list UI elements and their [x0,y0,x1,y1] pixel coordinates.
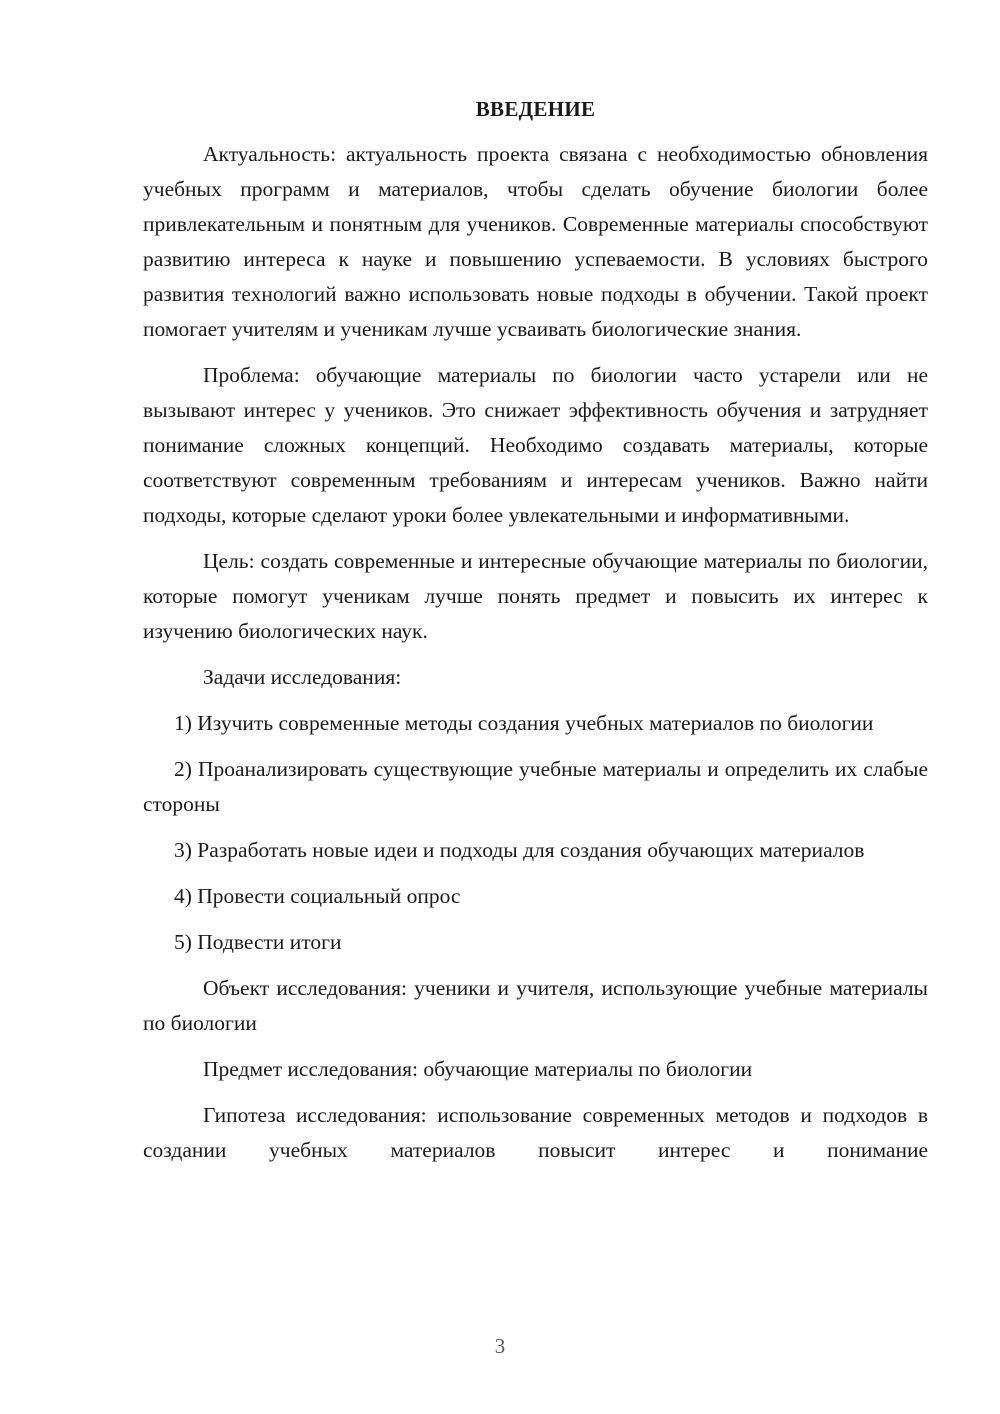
document-page [143,92,928,1179]
research-object-paragraph: Объект исследования: ученики и учителя, использующие учебные материалы по биологии [143,976,928,1035]
task-item-4: 4) Провести социальный опрос [174,884,461,908]
task-item-1: 1) Изучить современные методы создания учебных материалов по биологии [174,711,874,735]
tasks-heading: Задачи исследования: [203,665,402,689]
page-number: 3 [494,1334,506,1358]
research-subject-paragraph: Предмет исследования: обучающие материалы по биологии [203,1057,753,1081]
task-item-2: 2) Проанализировать существующие учебные материалы и определить их слабые стороны [143,757,928,816]
goal-paragraph: Цель: создать современные и интересные обучающие материалы по биологии, которые помогут ученикам лучше понять предмет и повысить их интерес к изучению биологических наук. [143,549,928,643]
relevance-paragraph: Актуальность: актуальность проекта связана с необходимостью обновления учебных программ и материалов, чтобы сделать обучение биологии более привлекательным и понятным для учеников. Современные материалы способствуют развитию интереса к науке и повышению успеваемости. В условиях быстрого развития технологий важно использовать новые подходы в обучении. Такой проект помогает учителям и ученикам лучше усваивать биологические знания. [143,142,928,341]
section-title: ВВЕДЕНИЕ [475,97,596,121]
task-item-3: 3) Разработать новые идеи и подходы для создания обучающих материалов [174,838,865,862]
hypothesis-paragraph: Гипотеза исследования: использование современных методов и подходов в создании учебных материалов повысит интерес и понимание [143,1103,928,1162]
problem-paragraph: Проблема: обучающие материалы по биологии часто устарели или не вызывают интерес у учеников. Это снижает эффективность обучения и затрудняет понимание сложных концепций. Необходимо создавать материалы, которые соответствуют современным требованиям и интересам учеников. Важно найти подходы, которые сделают уроки более увлекательными и информативными. [143,363,928,527]
task-item-5: 5) Подвести итоги [174,930,342,954]
